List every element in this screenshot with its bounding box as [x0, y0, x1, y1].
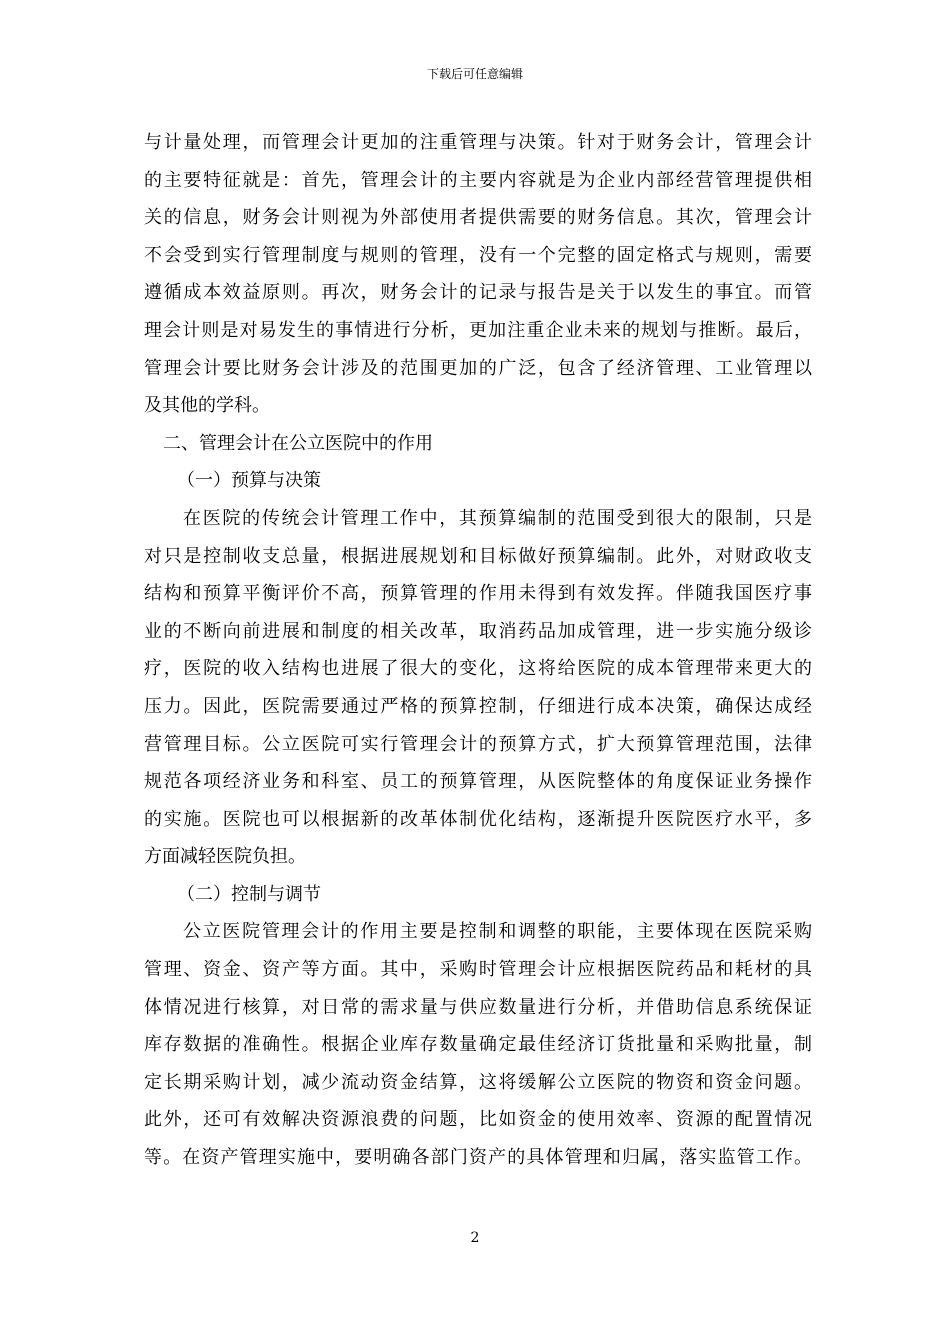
paragraph-line: 理会计则是对易发生的事情进行分析，更加注重企业未来的规划与推断。最后， — [144, 319, 812, 341]
paragraph-line: 遵循成本效益原则。再次，财务会计的记录与报告是关于以发生的事宜。而管 — [144, 282, 812, 304]
paragraph-line: 压力。因此，医院需要通过严格的预算控制，仔细进行成本决策，确保达成经 — [144, 695, 812, 717]
paragraph-line: 对只是控制收支总量，根据进展规划和目标做好预算编制。此外，对财政收支 — [144, 545, 812, 567]
paragraph-line: 公立医院管理会计的作用主要是控制和调整的职能，主要体现在医院采购 — [183, 921, 812, 943]
paragraph-line: 库存数据的准确性。根据企业库存数量确定最佳经济订货批量和采购批量，制 — [144, 1034, 812, 1056]
paragraph-line: 的主要特征就是：首先，管理会计的主要内容就是为企业内部经营管理提供相 — [144, 169, 812, 191]
section-heading: 二、管理会计在公立医院中的作用 — [163, 432, 433, 454]
paragraph-line: 结构和预算平衡评价不高，预算管理的作用未得到有效发挥。伴随我国医疗事 — [144, 583, 812, 605]
paragraph-line: 规范各项经济业务和科室、员工的预算管理，从医院整体的角度保证业务操作 — [144, 771, 812, 793]
paragraph-line: 等。在资产管理实施中，要明确各部门资产的具体管理和归属，落实监管工作。 — [144, 1147, 812, 1169]
paragraph-line: 及其他的学科。 — [144, 395, 270, 417]
paragraph-line: 关的信息，财务会计则视为外部使用者提供需要的财务信息。其次，管理会计 — [144, 207, 812, 229]
paragraph-line: 在医院的传统会计管理工作中，其预算编制的范围受到很大的限制，只是 — [183, 507, 812, 529]
paragraph-line: 体情况进行核算，对日常的需求量与供应数量进行分析，并借助信息系统保证 — [144, 996, 812, 1018]
subsection-heading: （一）预算与决策 — [177, 470, 321, 492]
paragraph-line: 业的不断向前进展和制度的相关改革，取消药品加成管理，进一步实施分级诊 — [144, 620, 812, 642]
paragraph-line: 定长期采购计划，减少流动资金结算，这将缓解公立医院的物资和资金问题。 — [144, 1071, 812, 1093]
paragraph-line: 管理会计要比财务会计涉及的范围更加的广泛，包含了经济管理、工业管理以 — [144, 357, 812, 379]
document-body — [144, 124, 812, 1177]
paragraph-line: 此外，还可有效解决资源浪费的问题，比如资金的使用效率、资源的配置情况 — [144, 1109, 812, 1131]
page-number: 2 — [470, 1230, 480, 1246]
page-header: 下载后可任意编辑 — [426, 67, 523, 81]
paragraph-line: 的实施。医院也可以根据新的改革体制优化结构，逐渐提升医院医疗水平，多 — [144, 808, 812, 830]
paragraph-line: 管理、资金、资产等方面。其中，采购时管理会计应根据医院药品和耗材的具 — [144, 959, 812, 981]
paragraph-line: 与计量处理，而管理会计更加的注重管理与决策。针对于财务会计，管理会计 — [144, 132, 812, 153]
subsection-heading: （二）控制与调节 — [177, 883, 321, 905]
paragraph-line: 营管理目标。公立医院可实行管理会计的预算方式，扩大预算管理范围，法律 — [144, 733, 812, 755]
paragraph-line: 不会受到实行管理制度与规则的管理，没有一个完整的固定格式与规则，需要 — [144, 244, 812, 266]
paragraph-line: 方面减轻医院负担。 — [144, 846, 306, 868]
paragraph-line: 疗，医院的收入结构也进展了很大的变化，这将给医院的成本管理带来更大的 — [144, 658, 812, 680]
